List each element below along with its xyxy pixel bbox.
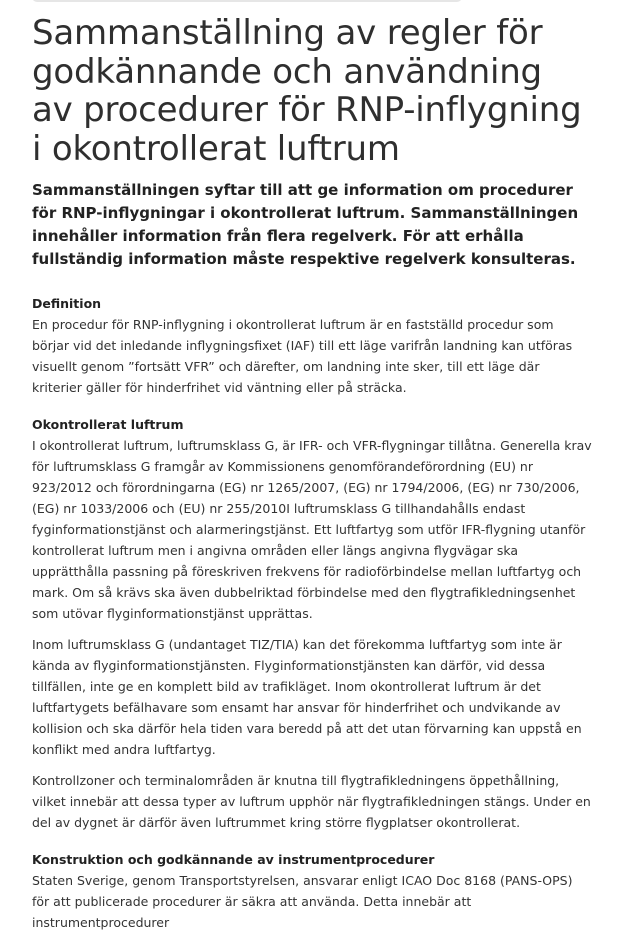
section-heading: Definition [32,296,102,311]
section-paragraph: Staten Sverige, genom Transportstyrelsen, ansvarar enligt ICAO Doc 8168 (PANS-OPS) för att publicerade procedurer är säkra att använda. Detta innebär att instrumentprocedurer [32,873,573,930]
article [32,14,592,933]
section-heading: Okontrollerat luftrum [32,417,184,432]
section-paragraph: I okontrollerat luftrum, luftrumsklass G, är IFR- och VFR-flygningar tillåtna. Generella krav för luftrumsklass G framgår av Kommissionens genomförandeförordning (EU) nr 923/2012 och förordningarna (EG) nr 1265/2007, (EG) nr 1794/2006, (EG) nr 730/2006, (EG) nr 1033/2006 och (EU) nr 255/2010I luftrumsklass G tillhandahålls endast fyginformationstjänst och alarmeringstjänst. Ett luftfartyg som utför IFR-flygning utanför kontrollerat luftrum men i angivna områden eller längs angivna flygvägar ska upprätthålla passning på föreskriven frekvens för radioförbindelse mellan luftfartyg och mark. Om så krävs ska även dubbelriktad förbindelse med den flygtrafikledningsenhet som utövar flyginformationstjänst upprättas. [32,438,592,621]
section-konstruktion [32,849,592,933]
section-heading: Konstruktion och godkännande av instrumentprocedurer [32,852,435,867]
section-definition [32,293,592,398]
article-lead: Sammanställningen syftar till att ge information om procedurer för RNP-inflygningar i okontrollerat luftrum. Sammanställningen innehåller information från flera regelverk. För att erhålla fullständig information måste respektive regelverk konsulteras. [32,181,579,268]
section-paragraph: Inom luftrumsklass G (undantaget TIZ/TIA) kan det förekomma luftfartyg som inte är kända av flyginformationstjänsten. Flyginformationstjänsten kan därför, vid dessa tillfällen, inte ge en komplett bild av trafikläget. Inom okontrollerat luftrum är det luftfartygets befälhavare som ensamt har ansvar för hinderfrihet och undvikande av kollision och ska därför hela tiden vara beredd på att det utan förvarning kan uppstå en konflikt med andra luftfartyg. [32,637,582,757]
section-paragraph: Kontrollzoner och terminalområden är knutna till flygtrafikledningens öppethållning, vilket innebär att dessa typer av luftrum upphör när flygtrafikledningen stängs. Under en del av dygnet är därför även luftrummet kring större flygplatser okontrollerat. [32,773,591,830]
section-paragraph: En procedur för RNP-inflygning i okontrollerat luftrum är en fastställd procedur som börjar vid det inledande inflygningsfixet (IAF) till ett läge varifrån landning kan utföras visuellt genom ”fortsätt VFR” och därefter, om landning inte sker, till ett läge där kriterier gäller för hinderfrihet vid väntning eller på sträcka. [32,317,573,395]
page-title: Sammanställning av regler för godkännande och användning av procedurer för RNP-inflygning i okontrollerat luftrum [32,13,582,169]
section-okontrollerat-luftrum [32,414,592,833]
top-bar-remnant [32,0,462,2]
